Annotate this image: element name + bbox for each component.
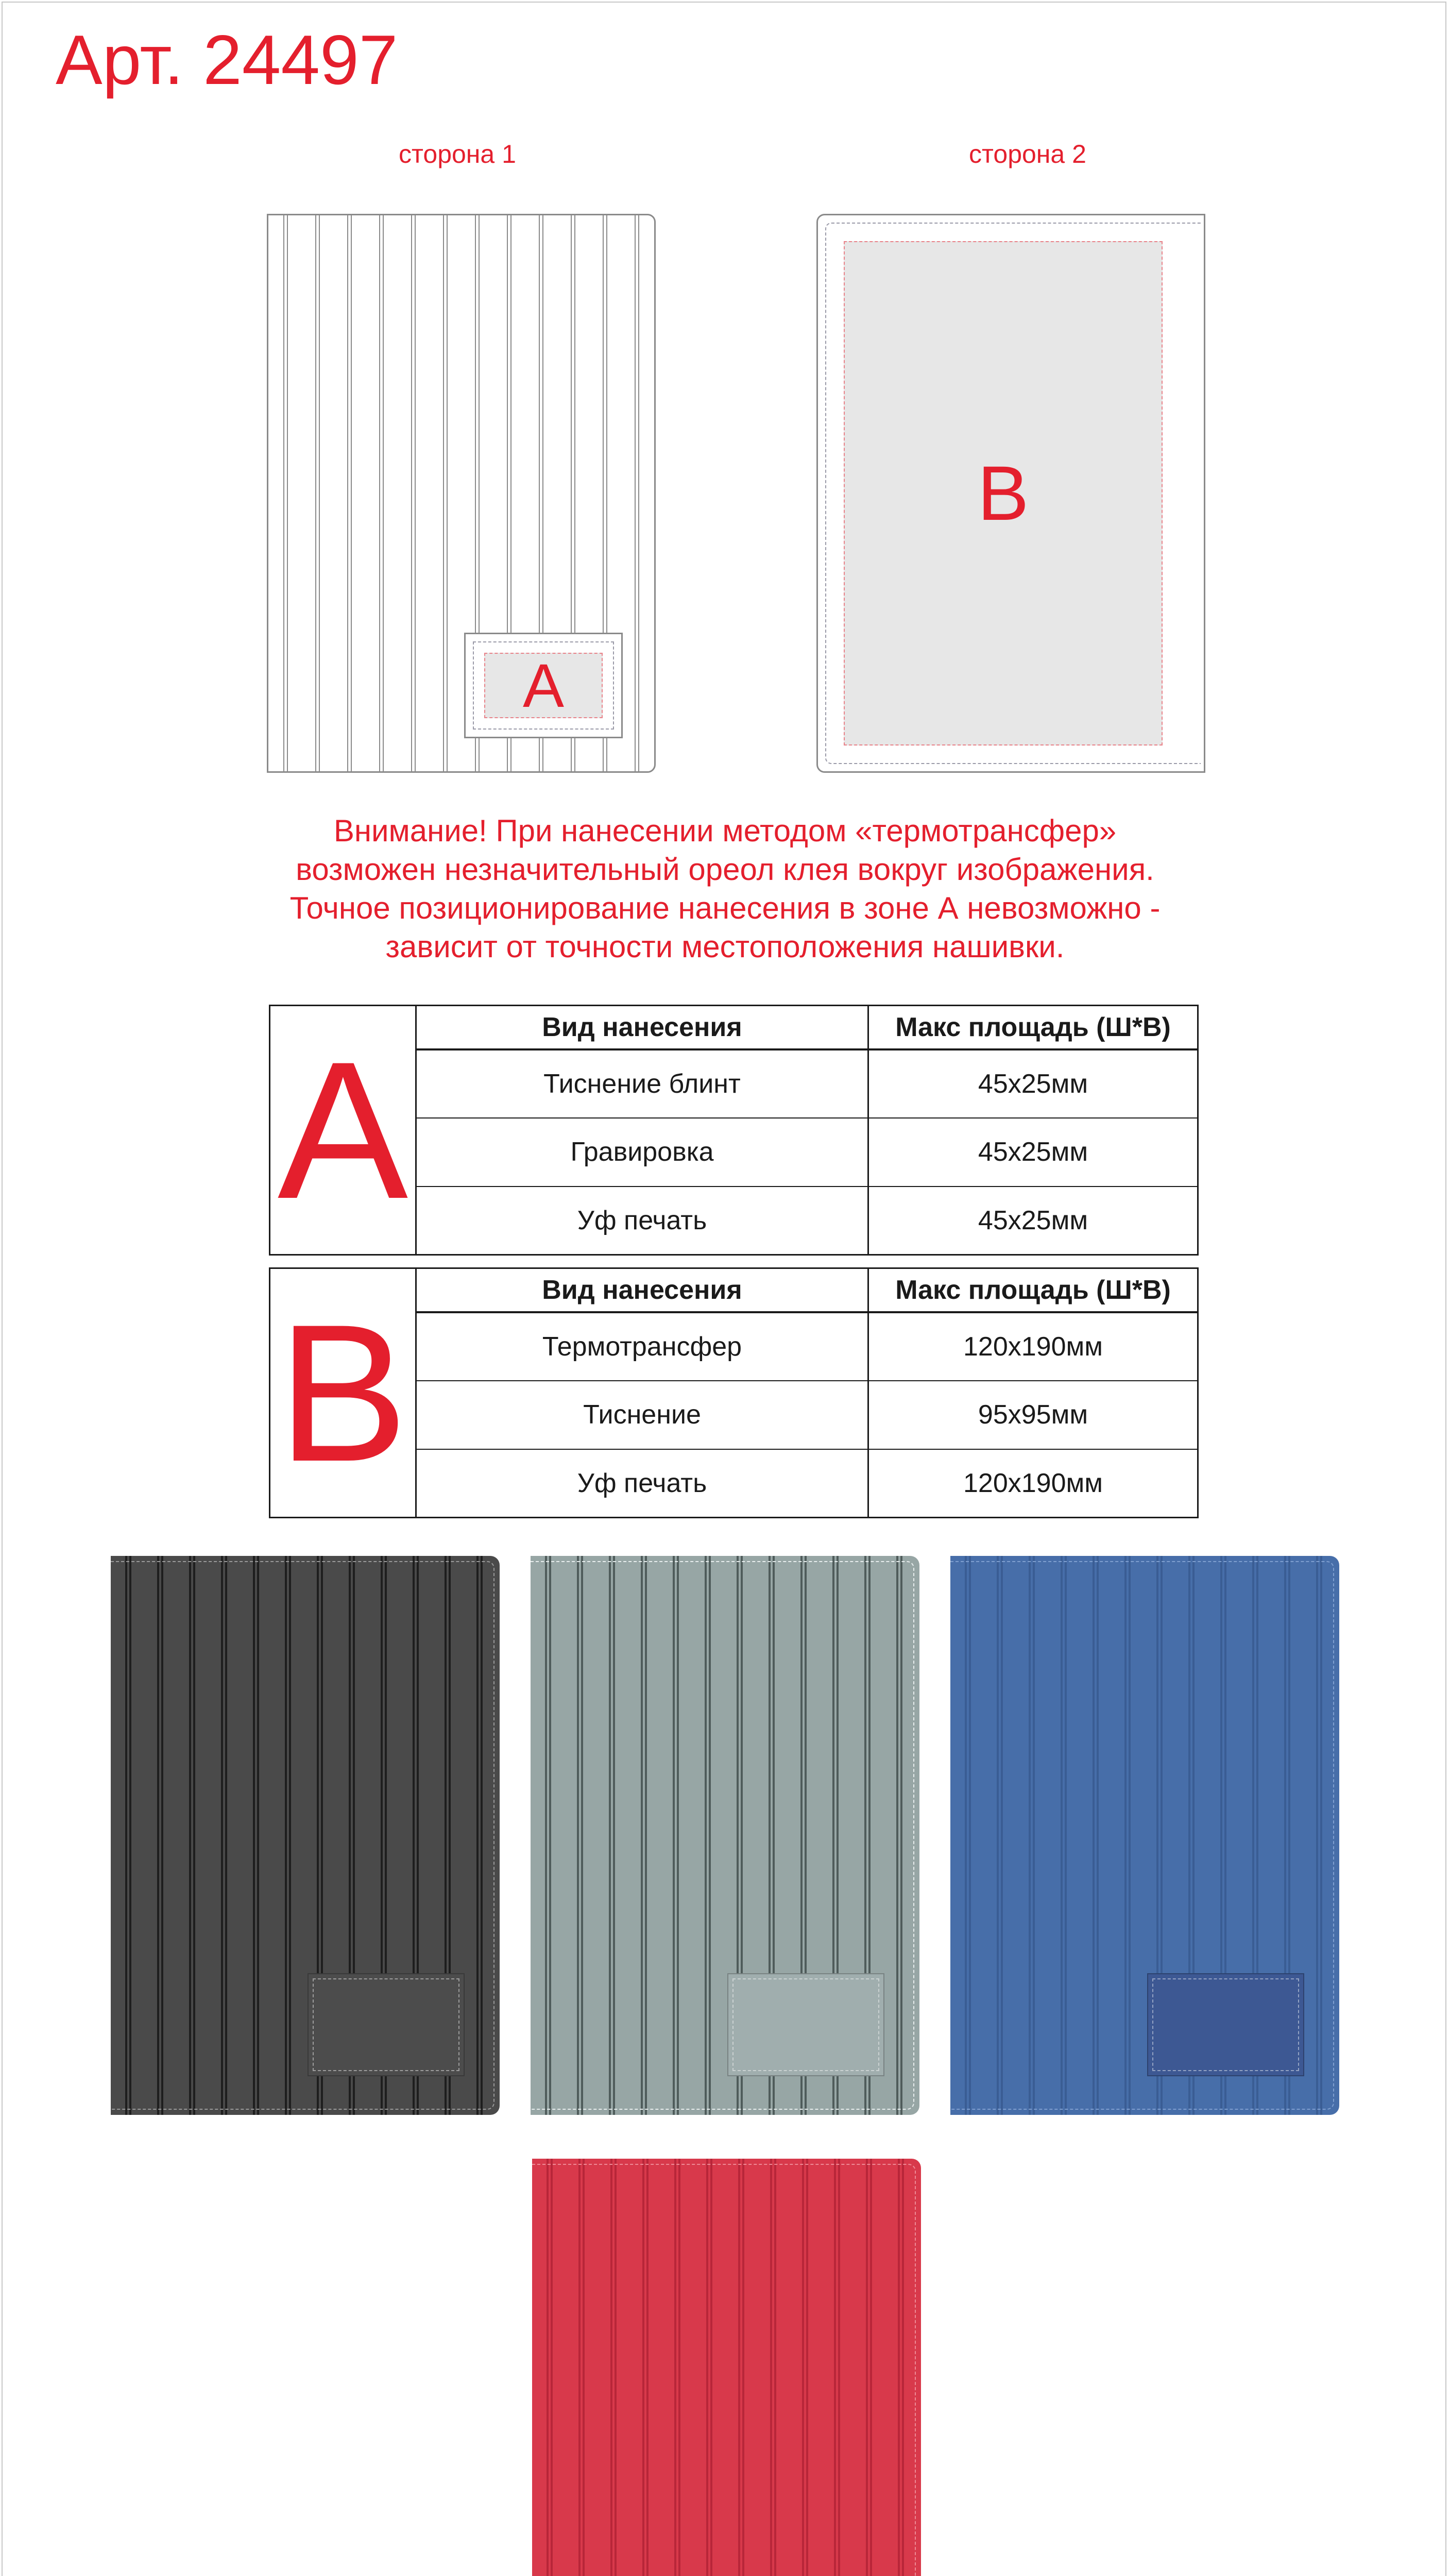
table-row <box>417 1313 1197 1381</box>
zone-a-letter: A <box>522 651 565 720</box>
warning-line: Внимание! При нанесении методом «термотрансфер» <box>333 814 1117 848</box>
warning-line: зависит от точности местоположения нашивки. <box>385 929 1065 964</box>
table-row <box>417 1381 1197 1449</box>
area-cell: 120x190мм <box>963 1468 1103 1498</box>
color-variant-blue <box>950 1556 1339 2115</box>
patch-stitching <box>313 1978 459 2071</box>
table-row <box>417 1118 1197 1187</box>
table-row <box>417 1450 1197 1517</box>
method-cell: Термотрансфер <box>417 1313 869 1380</box>
area-cell: 45x25мм <box>978 1137 1088 1167</box>
table-row <box>417 1187 1197 1254</box>
method-cell: Уф печать <box>417 1450 869 1517</box>
color-variant-black <box>111 1556 500 2115</box>
swatch-patch <box>727 1973 884 2076</box>
table-row <box>417 1050 1197 1118</box>
zone-a-area <box>484 653 603 718</box>
area-cell: 45x25мм <box>978 1205 1088 1235</box>
method-cell: Гравировка <box>417 1118 869 1185</box>
spec-a-letter: A <box>277 1020 408 1240</box>
swatch-stitching <box>532 2164 916 2576</box>
area-cell: 95x95мм <box>978 1400 1088 1430</box>
warning-text <box>155 811 1295 966</box>
patch-stitching <box>1152 1978 1299 2071</box>
area-cell: 45x25мм <box>978 1069 1088 1099</box>
swatch-patch <box>308 1973 465 2076</box>
zone-b-area <box>844 241 1163 745</box>
spec-a-header-row <box>417 1006 1197 1050</box>
side-1-notebook-outline <box>267 214 656 773</box>
spec-a-method-header: Вид нанесения <box>417 1006 869 1048</box>
spec-a-grid <box>417 1006 1197 1254</box>
zone-a-patch <box>464 633 623 738</box>
spec-a-area-header: Макс площадь (Ш*В) <box>895 1012 1171 1042</box>
side-2-notebook-outline <box>816 214 1205 773</box>
article-title: Арт. 24497 <box>56 21 398 99</box>
warning-line: возможен незначительный ореол клея вокруг изображения. <box>296 852 1154 887</box>
side-1-label: сторона 1 <box>399 140 516 168</box>
swatch-patch <box>1147 1973 1304 2076</box>
spec-table-a <box>269 1005 1199 1256</box>
spec-b-grid <box>417 1269 1197 1517</box>
spec-b-area-header: Макс площадь (Ш*В) <box>895 1275 1171 1305</box>
method-cell: Уф печать <box>417 1187 869 1254</box>
method-cell: Тиснение <box>417 1381 869 1448</box>
patch-stitching <box>732 1978 879 2071</box>
color-variant-red <box>532 2159 921 2576</box>
warning-line: Точное позиционирование нанесения в зоне А невозможно - <box>289 891 1161 925</box>
spec-a-letter-cell <box>270 1006 417 1254</box>
method-cell: Тиснение блинт <box>417 1050 869 1117</box>
spec-b-method-header: Вид нанесения <box>417 1269 869 1311</box>
area-cell: 120x190мм <box>963 1332 1103 1362</box>
spec-b-letter: B <box>277 1283 408 1502</box>
spec-b-letter-cell <box>270 1269 417 1517</box>
spec-table-b <box>269 1267 1199 1518</box>
spec-b-header-row <box>417 1269 1197 1313</box>
color-variant-grey <box>531 1556 919 2115</box>
zone-b-letter: B <box>977 450 1029 536</box>
side-2-label: сторона 2 <box>969 140 1086 168</box>
